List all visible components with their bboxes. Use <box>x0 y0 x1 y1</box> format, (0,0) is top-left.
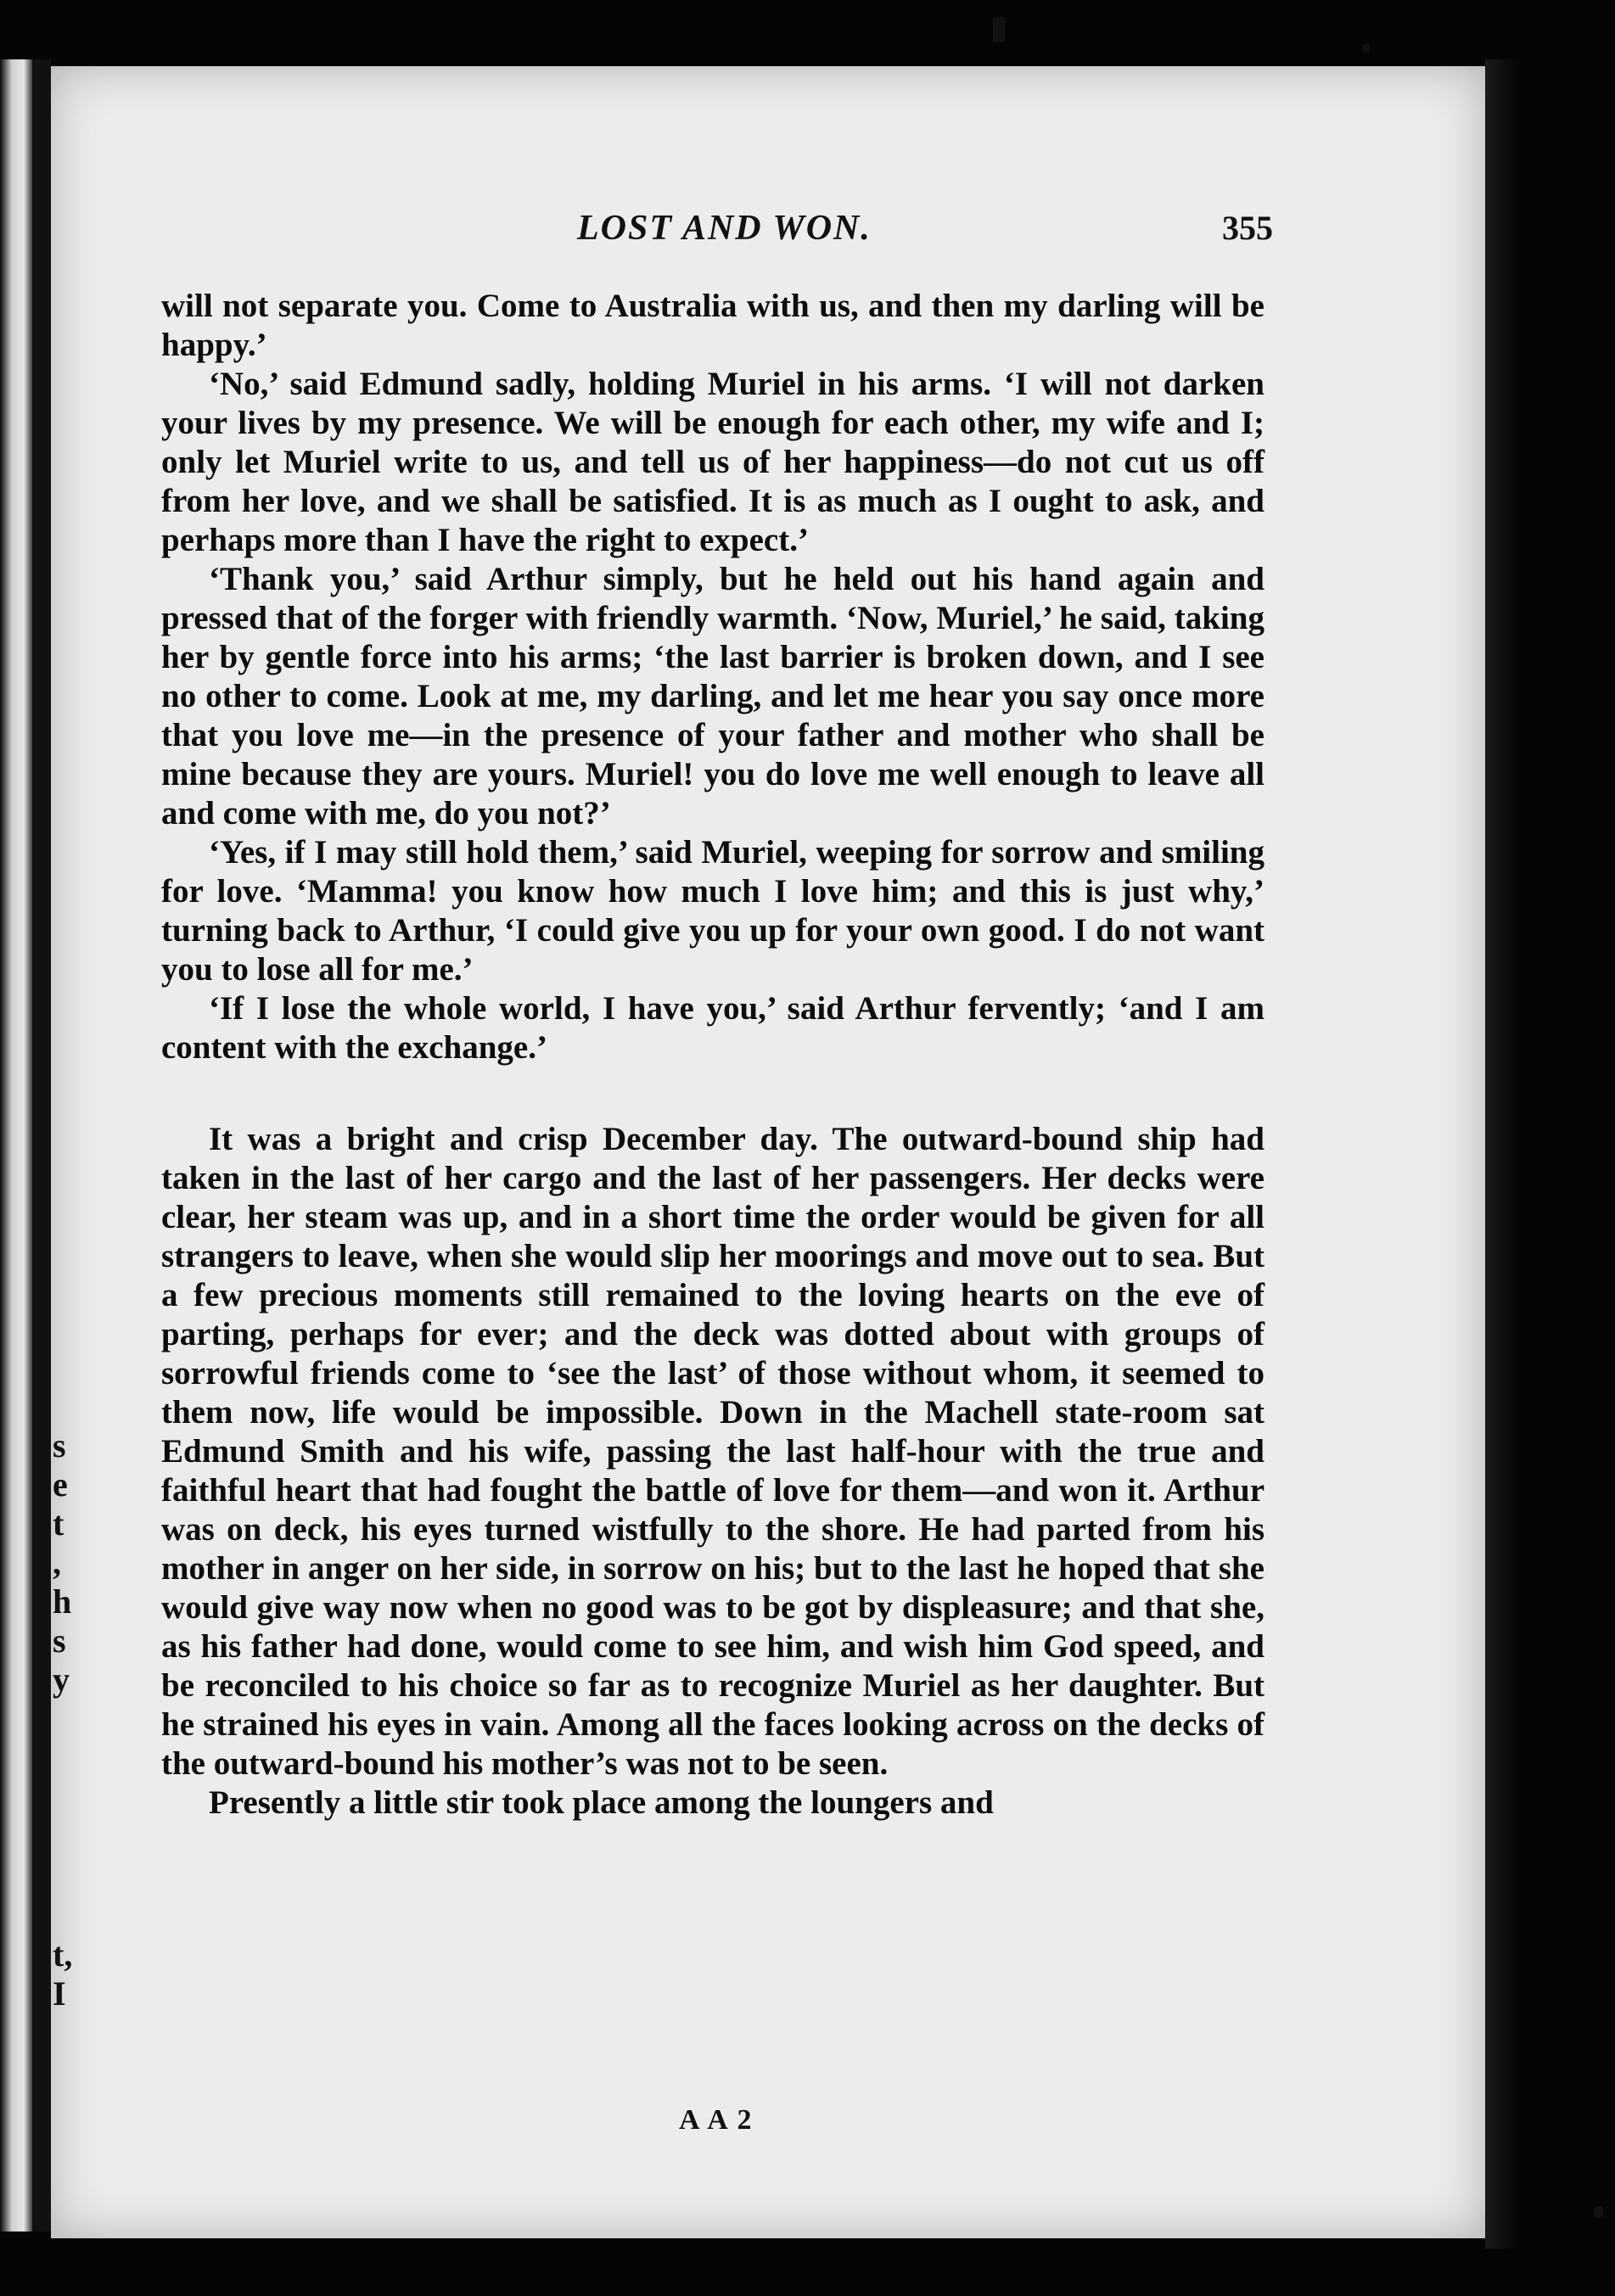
paragraph: ‘Thank you,’ said Arthur simply, but he held out his hand again and pressed that of the forger with friendly warmth. ‘Now, Muriel,’ he said, taking her by gentle force into his arms; ‘the last barrier is broken down, and I see no other to come. Look at me, my darling, and let me hear you say once more that you love me—in the presence of your father and mother who shall be mine because they are yours. Muriel! you do love me well enough to leave all and come with me, do you not?’ <box>161 561 1265 832</box>
page-number: 355 <box>1222 209 1273 247</box>
running-head: LOST AND WON. <box>577 209 872 248</box>
page-header <box>161 208 1273 259</box>
paragraph: Presently a little stir took place among the loungers and <box>209 1784 994 1821</box>
margin-letter: s <box>53 1426 66 1464</box>
scan-speck <box>1362 44 1371 53</box>
margin-letter: h <box>53 1582 72 1621</box>
margin-letter: I <box>53 1974 66 2013</box>
margin-letter: y <box>53 1660 70 1699</box>
margin-letter: t, <box>53 1935 73 1974</box>
paragraph: ‘Yes, if I may still hold them,’ said Muriel, weeping for sorrow and smiling for love. ‘Mamma! you know how much I love him; and this is just why,’ turning back to Arthur, ‘I could give you up for your own good. I do not want you to lose all for me.’ <box>161 834 1265 988</box>
paragraph: ‘If I lose the whole world, I have you,’ said Arthur fervently; ‘and I am content with the exchange.’ <box>161 990 1265 1066</box>
margin-letter: t <box>53 1504 64 1543</box>
facing-page-edge <box>0 59 34 2232</box>
margin-letter: , <box>53 1543 61 1582</box>
scan-speck <box>993 17 1005 42</box>
scan-speck <box>1594 2206 1604 2218</box>
signature-mark: A A 2 <box>679 2104 754 2136</box>
paragraph: It was a bright and crisp December day. The outward-bound ship had taken in the last of her cargo and the last of her passengers. Her decks were clear, her steam was up, and in a short time the order would be given for all strangers to leave, when she would slip her moorings and move out to sea. But a few precious moments still remained to the loving hearts on the eve of parting, perhaps for ever; and the deck was dotted about with groups of sorrowful friends come to ‘see the last’ of those without whom, it seemed to them now, life would be impossible. Down in the Machell state-room sat Edmund Smith and his wife, passing the last half-hour with the true and faithful heart that had fought the battle of love for them—and won it. Arthur was on deck, his eyes turned wistfully to the shore. He had parted from his mother in anger on her side, in sorrow on his; but to the last he hoped that she would give way now when no good was to be got by displeasure; and that she, as his father had done, would come to see him, and wish him God speed, and be reconciled to his choice so far as to recognize Muriel as her daughter. But he strained his eyes in vain. Among all the faces looking across on the decks of the outward-bound his mother’s was not to be seen. <box>161 1121 1265 1782</box>
margin-letter: e <box>53 1465 68 1504</box>
facing-page-margin-letters <box>53 1425 78 2019</box>
page-body <box>161 287 1265 1823</box>
paragraph: will not separate you. Come to Australia with us, and then my darling will be happy.’ <box>161 288 1265 363</box>
paragraph: ‘No,’ said Edmund sadly, holding Muriel in his arms. ‘I will not darken your lives by my presence. We will be enough for each other, my wife and I; only let Muriel write to us, and tell us of her happiness—do not cut us off from her love, and we shall be satisfied. It is as much as I ought to ask, and perhaps more than I have the right to expect.’ <box>161 366 1265 558</box>
margin-letter: s <box>53 1621 66 1660</box>
gutter-shadow <box>32 59 51 2232</box>
right-edge-shadow <box>1485 59 1519 2248</box>
